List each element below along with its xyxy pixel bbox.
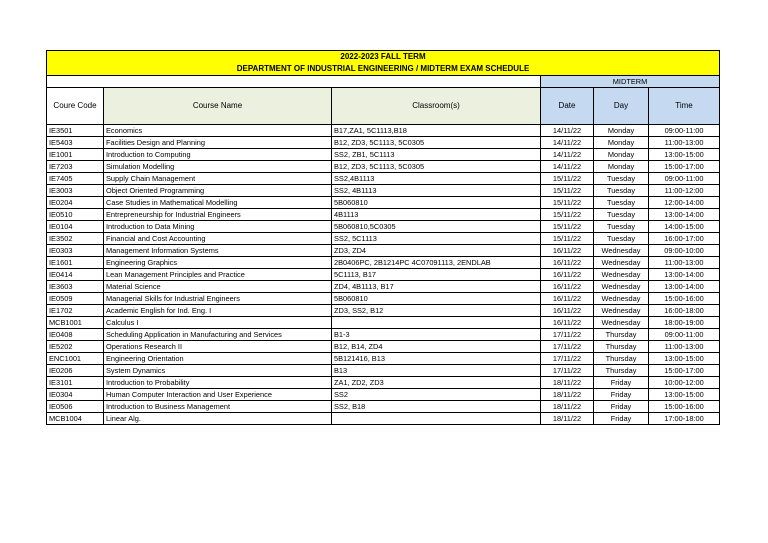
table-row [47,365,720,377]
exam-time: 09:00-11:00 [649,329,720,341]
exam-date: 17/11/22 [541,365,594,377]
classrooms [332,317,541,329]
course-code: IE3502 [47,233,104,245]
classrooms: ZD3, ZD4 [332,245,541,257]
classrooms: 5C1113, B17 [332,269,541,281]
course-code: IE7405 [47,173,104,185]
classrooms: ZA1, ZD2, ZD3 [332,377,541,389]
schedule-title: DEPARTMENT OF INDUSTRIAL ENGINEERING / MIDTERM EXAM SCHEDULE [47,63,720,76]
table-row [47,149,720,161]
classrooms: B1-3 [332,329,541,341]
course-code: IE0206 [47,365,104,377]
exam-time: 09:00-10:00 [649,245,720,257]
exam-day: Wednesday [594,257,649,269]
exam-time: 18:00-19:00 [649,317,720,329]
table-row [47,317,720,329]
classrooms: SS2 [332,389,541,401]
table-row [47,413,720,425]
exam-day: Wednesday [594,305,649,317]
exam-day: Thursday [594,329,649,341]
midterm-label: MIDTERM [541,76,720,88]
classrooms: 5B121416, B13 [332,353,541,365]
exam-date: 14/11/22 [541,161,594,173]
course-name: Management Information Systems [104,245,332,257]
table-row [47,185,720,197]
exam-time: 15:00-17:00 [649,365,720,377]
exam-time: 13:00-14:00 [649,269,720,281]
exam-time: 13:00-15:00 [649,389,720,401]
course-name: Facilities Design and Planning [104,137,332,149]
exam-time: 15:00-16:00 [649,293,720,305]
classrooms: 5B060810 [332,293,541,305]
header-day: Day [594,88,649,125]
course-name: Engineering Orientation [104,353,332,365]
classrooms: SS2,4B1113 [332,173,541,185]
course-code: IE3501 [47,125,104,137]
classrooms: B17,ZA1, 5C1113,B18 [332,125,541,137]
course-name: Case Studies in Mathematical Modelling [104,197,332,209]
header-time: Time [649,88,720,125]
header-course-code: Coure Code [47,88,104,125]
course-code: IE0509 [47,293,104,305]
exam-date: 18/11/22 [541,413,594,425]
table-row [47,245,720,257]
exam-day: Tuesday [594,221,649,233]
classrooms: 4B1113 [332,209,541,221]
table-row [47,329,720,341]
course-code: IE7203 [47,161,104,173]
classrooms: 5B060810,5C0305 [332,221,541,233]
exam-time: 15:00-16:00 [649,401,720,413]
exam-time: 12:00-14:00 [649,197,720,209]
classrooms: SS2, B18 [332,401,541,413]
classrooms: B13 [332,365,541,377]
course-name: Object Oriented Programming [104,185,332,197]
course-name: Engineering Graphics [104,257,332,269]
table-row [47,353,720,365]
exam-day: Thursday [594,341,649,353]
exam-day: Friday [594,377,649,389]
table-row [47,173,720,185]
course-name: Academic English for Ind. Eng. I [104,305,332,317]
classrooms: B12, ZD3, 5C1113, 5C0305 [332,137,541,149]
table-row [47,341,720,353]
exam-day: Monday [594,149,649,161]
exam-date: 14/11/22 [541,125,594,137]
course-code: IE0204 [47,197,104,209]
exam-time: 17:00-18:00 [649,413,720,425]
table-row [47,377,720,389]
course-code: IE3003 [47,185,104,197]
exam-day: Wednesday [594,245,649,257]
course-name: Managerial Skills for Industrial Engineers [104,293,332,305]
exam-time: 13:00-15:00 [649,149,720,161]
exam-date: 17/11/22 [541,329,594,341]
course-name: Entrepreneurship for Industrial Engineers [104,209,332,221]
course-code: IE0506 [47,401,104,413]
course-name: Scheduling Application in Manufacturing and Services [104,329,332,341]
table-row [47,209,720,221]
exam-day: Friday [594,401,649,413]
exam-date: 15/11/22 [541,233,594,245]
course-name: Linear Alg. [104,413,332,425]
course-name: Supply Chain Management [104,173,332,185]
course-name: Economics [104,125,332,137]
table-row [47,401,720,413]
course-name: Introduction to Computing [104,149,332,161]
course-code: IE1001 [47,149,104,161]
course-code: IE5202 [47,341,104,353]
course-code: IE0304 [47,389,104,401]
exam-date: 16/11/22 [541,245,594,257]
header-classrooms: Classroom(s) [332,88,541,125]
exam-day: Wednesday [594,293,649,305]
course-code: IE0303 [47,245,104,257]
exam-date: 14/11/22 [541,149,594,161]
course-name: Introduction to Data Mining [104,221,332,233]
exam-day: Monday [594,137,649,149]
course-name: System Dynamics [104,365,332,377]
classrooms: SS2, 4B1113 [332,185,541,197]
exam-time: 16:00-18:00 [649,305,720,317]
classrooms: 5B060810 [332,197,541,209]
classrooms: ZD3, SS2, B12 [332,305,541,317]
course-name: Lean Management Principles and Practice [104,269,332,281]
exam-day: Tuesday [594,197,649,209]
course-code: IE0414 [47,269,104,281]
exam-date: 16/11/22 [541,269,594,281]
exam-day: Wednesday [594,317,649,329]
classrooms: SS2, ZB1, 5C1113 [332,149,541,161]
exam-date: 15/11/22 [541,221,594,233]
course-name: Introduction to Probability [104,377,332,389]
course-code: ENC1001 [47,353,104,365]
classrooms: 2B0406PC, 2B1214PC 4C07091113, 2ENDLAB [332,257,541,269]
table-row [47,293,720,305]
exam-schedule-table [46,50,720,425]
table-row [47,305,720,317]
exam-date: 16/11/22 [541,317,594,329]
exam-date: 18/11/22 [541,389,594,401]
exam-time: 11:00-13:00 [649,137,720,149]
course-name: Financial and Cost Accounting [104,233,332,245]
course-code: IE0104 [47,221,104,233]
course-code: IE0408 [47,329,104,341]
exam-date: 16/11/22 [541,305,594,317]
course-code: IE0510 [47,209,104,221]
exam-date: 18/11/22 [541,401,594,413]
exam-date: 15/11/22 [541,209,594,221]
exam-day: Friday [594,389,649,401]
course-name: Simulation Modelling [104,161,332,173]
course-code: IE3603 [47,281,104,293]
exam-time: 15:00-17:00 [649,161,720,173]
exam-time: 13:00-14:00 [649,209,720,221]
table-row [47,161,720,173]
exam-time: 11:00-13:00 [649,257,720,269]
course-name: Material Science [104,281,332,293]
header-row [47,88,720,125]
course-name: Operations Research II [104,341,332,353]
exam-time: 13:00-14:00 [649,281,720,293]
exam-time: 14:00-15:00 [649,221,720,233]
table-row [47,257,720,269]
course-code: MCB1001 [47,317,104,329]
classrooms: SS2, 5C1113 [332,233,541,245]
course-code: IE3101 [47,377,104,389]
exam-day: Wednesday [594,281,649,293]
table-row [47,269,720,281]
table-row [47,281,720,293]
exam-date: 15/11/22 [541,197,594,209]
table-row [47,137,720,149]
exam-date: 16/11/22 [541,281,594,293]
table-row [47,233,720,245]
course-code: MCB1004 [47,413,104,425]
exam-date: 16/11/22 [541,257,594,269]
course-name: Introduction to Business Management [104,401,332,413]
exam-date: 15/11/22 [541,173,594,185]
exam-date: 17/11/22 [541,353,594,365]
header-date: Date [541,88,594,125]
table-row [47,389,720,401]
exam-date: 14/11/22 [541,137,594,149]
exam-time: 09:00-11:00 [649,173,720,185]
exam-day: Tuesday [594,173,649,185]
course-name: Human Computer Interaction and User Experience [104,389,332,401]
classrooms [332,413,541,425]
term-title: 2022-2023 FALL TERM [47,51,720,64]
exam-day: Monday [594,125,649,137]
exam-time: 13:00-15:00 [649,353,720,365]
table-row [47,125,720,137]
exam-date: 18/11/22 [541,377,594,389]
exam-time: 11:00-12:00 [649,185,720,197]
exam-day: Tuesday [594,185,649,197]
course-code: IE5403 [47,137,104,149]
exam-day: Tuesday [594,209,649,221]
exam-time: 10:00-12:00 [649,377,720,389]
course-code: IE1702 [47,305,104,317]
exam-date: 17/11/22 [541,341,594,353]
exam-date: 16/11/22 [541,293,594,305]
course-name: Calculus I [104,317,332,329]
exam-date: 15/11/22 [541,185,594,197]
exam-time: 11:00-13:00 [649,341,720,353]
exam-day: Thursday [594,365,649,377]
header-course-name: Course Name [104,88,332,125]
classrooms: B12, ZD3, 5C1113, 5C0305 [332,161,541,173]
exam-time: 16:00-17:00 [649,233,720,245]
exam-day: Wednesday [594,269,649,281]
exam-day: Monday [594,161,649,173]
table-row [47,197,720,209]
blank-cell [47,76,541,88]
classrooms: B12, B14, ZD4 [332,341,541,353]
table-row [47,221,720,233]
classrooms: ZD4, 4B1113, B17 [332,281,541,293]
exam-day: Thursday [594,353,649,365]
exam-day: Friday [594,413,649,425]
course-code: IE1601 [47,257,104,269]
exam-day: Tuesday [594,233,649,245]
exam-time: 09:00-11:00 [649,125,720,137]
